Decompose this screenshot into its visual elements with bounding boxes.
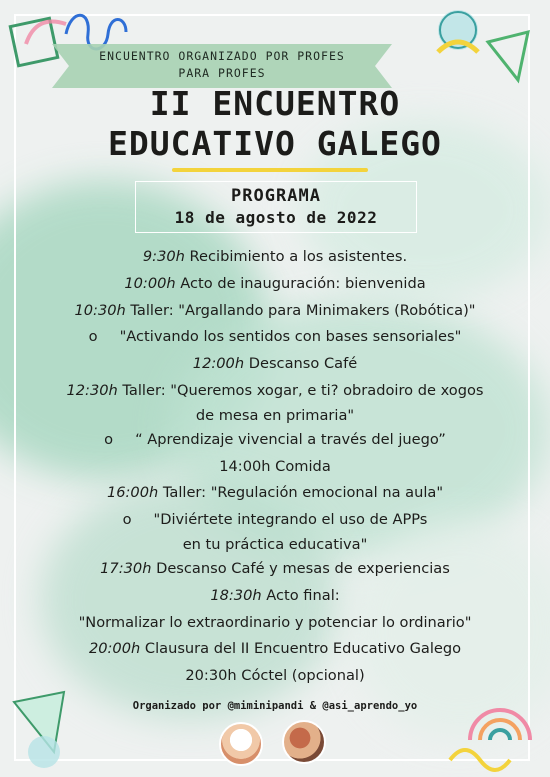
schedule-line <box>20 454 530 481</box>
schedule-time: 17:30h <box>100 559 152 577</box>
schedule-text: “ Aprendizaje vivencial a través del juego” <box>135 430 446 448</box>
programa-box <box>135 181 417 233</box>
schedule-text: Taller: "Argallando para Minimakers (Robótica)" <box>125 301 476 319</box>
schedule-line <box>20 534 530 556</box>
schedule-line <box>20 636 530 663</box>
schedule-time: 12:30h <box>66 381 118 399</box>
schedule-line <box>20 351 530 378</box>
schedule-text: 20:30h Cóctel (opcional) <box>185 667 365 685</box>
organizers-credit: Organizado por @miminipandi & @asi_aprendo_yo <box>132 700 418 712</box>
schedule-text: "Activando los sentidos con bases sensoriales" <box>119 328 462 346</box>
schedule-line <box>20 244 530 271</box>
schedule-line <box>20 298 530 325</box>
schedule-text: Taller: "Queremos xogar, e ti? obradoiro de xogos <box>117 381 484 399</box>
organizer-logo-1 <box>219 722 263 766</box>
schedule-text: 14:00h Comida <box>219 457 331 475</box>
schedule-line <box>20 427 530 454</box>
programa-label: PROGRAMA <box>231 186 321 206</box>
schedule-line <box>20 405 530 427</box>
schedule-line <box>20 378 530 405</box>
banner-line-1: ENCUENTRO ORGANIZADO POR PROFES <box>99 49 345 63</box>
schedule-time: 9:30h <box>142 248 185 265</box>
title-underline <box>172 168 368 172</box>
schedule-line <box>20 610 530 637</box>
schedule-text: Descanso Café <box>244 355 358 373</box>
programa-date: 18 de agosto de 2022 <box>174 208 378 227</box>
schedule-time: 18:30h <box>210 586 262 604</box>
schedule-line <box>20 556 530 583</box>
schedule-line <box>20 583 530 610</box>
schedule-text: "Diviértete integrando el uso de APPs <box>153 511 428 529</box>
schedule-text: "Normalizar lo extraordinario y potenciar lo ordinario" <box>78 613 472 631</box>
doodle-top-right-icon <box>418 2 548 92</box>
schedule-text: Descanso Café y mesas de experiencias <box>151 559 450 577</box>
banner-text <box>52 48 392 82</box>
schedule-text: Recibimiento a los asistentes. <box>184 248 408 265</box>
schedule-line <box>20 480 530 507</box>
schedule-line <box>20 507 530 534</box>
schedule-text: de mesa en primaria" <box>195 406 355 424</box>
schedule-text: Acto de inauguración: bienvenida <box>175 274 426 292</box>
schedule-text: Acto final: <box>261 586 340 604</box>
schedule-line <box>20 663 530 690</box>
schedule-time: 10:00h <box>124 274 176 292</box>
schedule-text: en tu práctica educativa" <box>182 535 368 553</box>
schedule-time: 10:30h <box>74 301 126 319</box>
schedule-text: Clausura del II Encuentro Educativo Galego <box>140 640 462 658</box>
title-line-1: II ENCUENTRO <box>149 84 401 123</box>
schedule-bullet: o <box>104 430 114 448</box>
schedule-time: 16:00h <box>106 484 159 502</box>
title-line-2: EDUCATIVO GALEGO <box>108 124 442 163</box>
organizer-logo-2 <box>282 720 326 764</box>
schedule-bullet: o <box>88 328 98 346</box>
schedule-line <box>20 324 530 351</box>
schedule-bullet: o <box>122 511 132 529</box>
banner-line-2: PARA PROFES <box>178 66 266 80</box>
schedule-text: Taller: "Regulación emocional na aula" <box>158 484 444 502</box>
schedule-line <box>20 271 530 298</box>
schedule-time: 20:00h <box>88 640 141 658</box>
page-title <box>0 84 550 164</box>
schedule-list <box>20 244 530 690</box>
schedule-time: 12:00h <box>192 355 245 373</box>
